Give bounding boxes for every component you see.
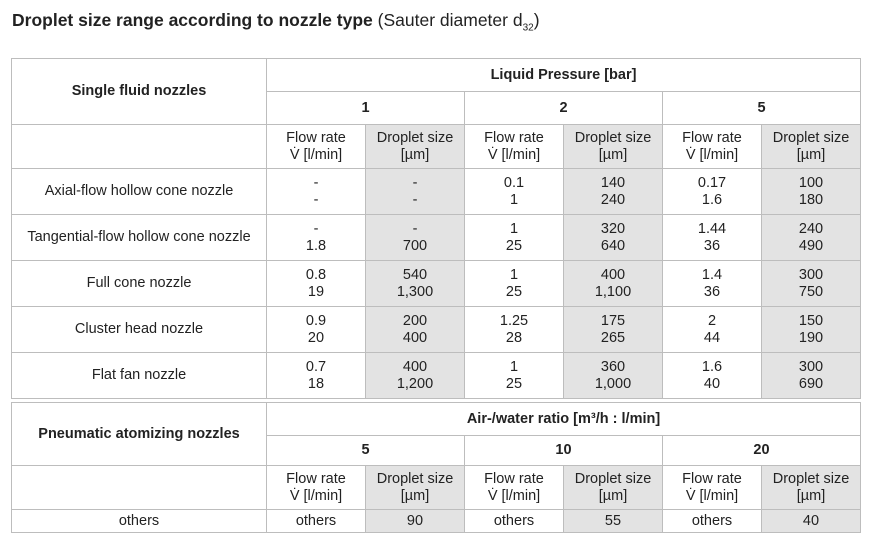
cell-droplet: 55 bbox=[564, 510, 663, 533]
cell-droplet: 240 490 bbox=[762, 215, 861, 261]
title-sub: (Sauter diameter $d_{32}$) bbox=[377, 10, 540, 34]
col-flow-rate: Flow rate V̇ [l/min] bbox=[267, 125, 366, 169]
col-droplet-size: Droplet size [µm] bbox=[366, 466, 465, 510]
table-row bbox=[12, 261, 861, 307]
single-fluid-label: Single fluid nozzles bbox=[12, 59, 267, 125]
table-row bbox=[12, 307, 861, 353]
title-main: Droplet size range according to nozzle type bbox=[12, 10, 373, 30]
cell-droplet: 200 400 bbox=[366, 307, 465, 353]
table-row bbox=[12, 169, 861, 215]
cell-flow: - - bbox=[267, 169, 366, 215]
cell-flow: 1.4 36 bbox=[663, 261, 762, 307]
col-droplet-size: Droplet size [µm] bbox=[564, 125, 663, 169]
cell-flow: 0.7 18 bbox=[267, 353, 366, 399]
cell-flow: 0.8 19 bbox=[267, 261, 366, 307]
cell-droplet: 400 1,100 bbox=[564, 261, 663, 307]
pressure-5: 5 bbox=[663, 92, 861, 125]
cell-droplet: 300 750 bbox=[762, 261, 861, 307]
ratio-20: 20 bbox=[663, 436, 861, 466]
empty-header-cell bbox=[12, 125, 267, 169]
pressure-1: 1 bbox=[267, 92, 465, 125]
col-flow-rate: Flow rate V̇ [l/min] bbox=[267, 466, 366, 510]
air-water-ratio-header: Air-/water ratio [m³/h : l/min] bbox=[267, 403, 861, 436]
pressure-2: 2 bbox=[465, 92, 663, 125]
cell-flow: others bbox=[465, 510, 564, 533]
cell-droplet: 320 640 bbox=[564, 215, 663, 261]
cell-droplet: 100 180 bbox=[762, 169, 861, 215]
table-row bbox=[12, 215, 861, 261]
cell-droplet: 360 1,000 bbox=[564, 353, 663, 399]
col-flow-rate: Flow rate V̇ [l/min] bbox=[663, 466, 762, 510]
cell-droplet: 175 265 bbox=[564, 307, 663, 353]
single-fluid-table bbox=[11, 58, 861, 399]
col-flow-rate: Flow rate V̇ [l/min] bbox=[465, 466, 564, 510]
cell-droplet: - - bbox=[366, 169, 465, 215]
cell-droplet: 540 1,300 bbox=[366, 261, 465, 307]
cell-flow: 2 44 bbox=[663, 307, 762, 353]
table-row bbox=[12, 353, 861, 399]
cell-flow: 1 25 bbox=[465, 215, 564, 261]
ratio-5: 5 bbox=[267, 436, 465, 466]
cell-flow: - 1.8 bbox=[267, 215, 366, 261]
column-header-row bbox=[12, 125, 861, 169]
column-header-row bbox=[12, 466, 861, 510]
cell-flow: 0.1 1 bbox=[465, 169, 564, 215]
cell-flow: 1 25 bbox=[465, 353, 564, 399]
row-label: Full cone nozzle bbox=[12, 261, 267, 307]
cell-flow: 0.9 20 bbox=[267, 307, 366, 353]
cell-droplet: 400 1,200 bbox=[366, 353, 465, 399]
cell-flow: 1.44 36 bbox=[663, 215, 762, 261]
col-flow-rate: Flow rate V̇ [l/min] bbox=[663, 125, 762, 169]
cell-flow: 1.25 28 bbox=[465, 307, 564, 353]
col-droplet-size: Droplet size [µm] bbox=[762, 466, 861, 510]
cell-flow: 1.6 40 bbox=[663, 353, 762, 399]
cell-droplet: 300 690 bbox=[762, 353, 861, 399]
col-flow-rate: Flow rate V̇ [l/min] bbox=[465, 125, 564, 169]
row-label: Flat fan nozzle bbox=[12, 353, 267, 399]
cell-droplet: 140 240 bbox=[564, 169, 663, 215]
cell-flow: 1 25 bbox=[465, 261, 564, 307]
cell-flow: 0.17 1.6 bbox=[663, 169, 762, 215]
ratio-10: 10 bbox=[465, 436, 663, 466]
col-droplet-size: Droplet size [µm] bbox=[762, 125, 861, 169]
cell-droplet: 150 190 bbox=[762, 307, 861, 353]
col-droplet-size: Droplet size [µm] bbox=[564, 466, 663, 510]
row-label: others bbox=[12, 510, 267, 533]
empty-header-cell bbox=[12, 466, 267, 510]
pneumatic-table bbox=[11, 402, 861, 533]
page-title bbox=[12, 10, 540, 34]
cell-droplet: 40 bbox=[762, 510, 861, 533]
row-label: Cluster head nozzle bbox=[12, 307, 267, 353]
cell-flow: others bbox=[663, 510, 762, 533]
pneumatic-label: Pneumatic atomizing nozzles bbox=[12, 403, 267, 466]
liquid-pressure-header: Liquid Pressure [bar] bbox=[267, 59, 861, 92]
col-droplet-size: Droplet size [µm] bbox=[366, 125, 465, 169]
row-label: Tangential-flow hollow cone nozzle bbox=[12, 215, 267, 261]
cell-droplet: - 700 bbox=[366, 215, 465, 261]
cell-droplet: 90 bbox=[366, 510, 465, 533]
table-row bbox=[12, 510, 861, 533]
cell-flow: others bbox=[267, 510, 366, 533]
row-label: Axial-flow hollow cone nozzle bbox=[12, 169, 267, 215]
